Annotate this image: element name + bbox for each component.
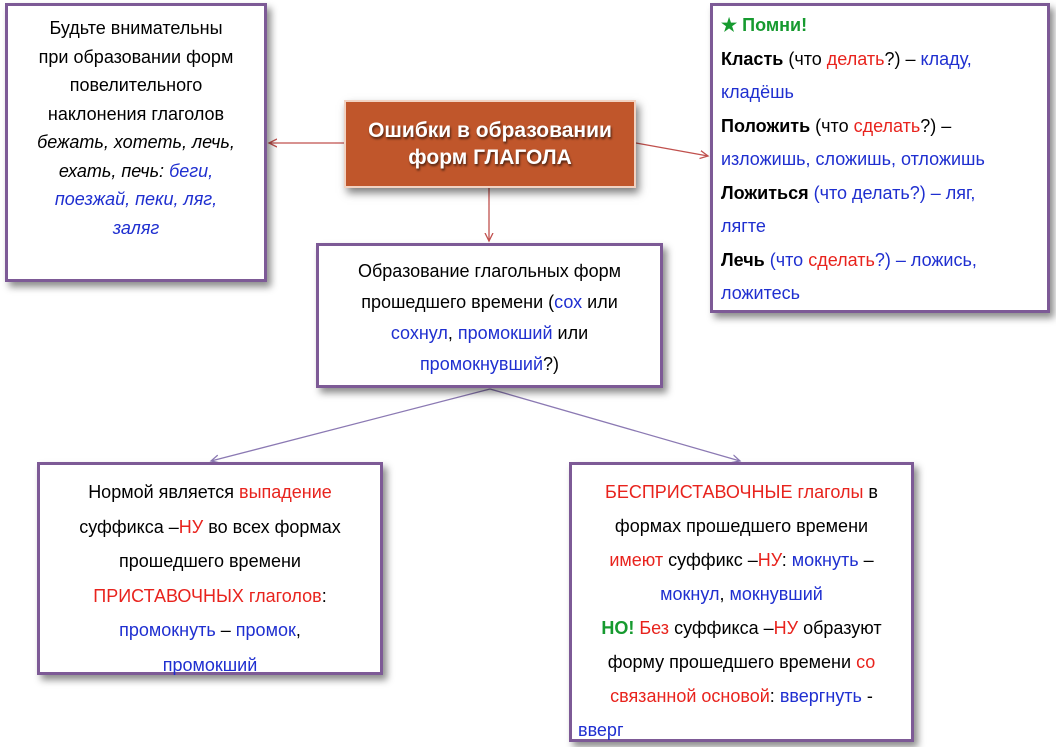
center-text: ,	[447, 323, 453, 343]
center-text: ?)	[543, 354, 560, 374]
rule-text: суффикса –	[79, 516, 179, 537]
center-line: Образование глагольных форм	[357, 261, 621, 281]
example-word: промок	[235, 620, 296, 640]
center-text: или	[557, 323, 589, 343]
verb-lozhitsya: Ложиться	[721, 182, 809, 203]
question-text: (что	[788, 48, 822, 69]
highlight-word: БЕСПРИСТАВОЧНЫЕ	[605, 482, 793, 502]
verb-forms: ?) – ложись,	[874, 249, 977, 270]
verb-forms: ложитесь	[721, 283, 801, 303]
left-line: повелительного	[69, 75, 203, 95]
rule-text: во всех формах	[208, 516, 341, 537]
question-text: (что	[769, 249, 804, 270]
rule-text: –	[863, 550, 874, 570]
verb-forms: кладу,	[920, 48, 972, 69]
highlight-word: Без	[639, 618, 670, 638]
rule-text: формах прошедшего времени	[614, 516, 869, 536]
verb-forms: кладёшь	[721, 82, 794, 102]
rule-text: ,	[295, 620, 301, 640]
imperative-warning-box	[5, 3, 267, 282]
central-title-line2: форм ГЛАГОЛА	[408, 146, 572, 169]
center-text: прошедшего времени (	[361, 292, 555, 312]
center-line	[327, 318, 652, 349]
example-word: промокший	[162, 654, 258, 675]
central-title-line1: Ошибки в образовании	[368, 119, 612, 142]
question-text: ?) –	[884, 48, 916, 69]
example-word: сох	[554, 292, 583, 312]
left-line: Будьте внимательны	[49, 18, 223, 38]
example-word: мокнул	[660, 584, 720, 604]
center-line	[327, 287, 652, 318]
rule-text: суффикса –	[674, 618, 774, 638]
highlight-word: со	[856, 652, 876, 672]
highlight-word: ПРИСТАВОЧНЫХ глаголов	[93, 585, 322, 606]
question-text: ?) –	[920, 115, 952, 136]
question-word: делать	[826, 48, 885, 69]
star-icon: ★	[721, 15, 738, 35]
verb-forms: изложишь, сложишь, отложишь	[721, 149, 985, 169]
arrow-to-right-box	[636, 143, 708, 156]
left-verbs-text: ехать, печь:	[58, 160, 165, 181]
rule-text: :	[781, 550, 787, 570]
left-line: при образовании форм	[38, 46, 234, 67]
center-line	[327, 349, 652, 380]
question-word: сделать	[853, 115, 921, 136]
left-line: наклонения глаголов	[47, 103, 225, 124]
suffix-nu: НУ	[757, 550, 782, 570]
arrow-to-bottom-right	[490, 389, 740, 461]
verb-forms: (что делать?) – ляг,	[813, 182, 976, 203]
example-word: мокнувший	[729, 584, 823, 604]
unprefixed-verbs-rule-box	[569, 462, 914, 742]
highlight-word: связанной основой	[610, 686, 770, 706]
left-verbs-line	[14, 157, 258, 186]
verb-lech: Лечь	[721, 249, 765, 270]
rule-text: -	[866, 686, 873, 706]
remember-heading: Помни!	[742, 15, 808, 35]
left-verbs-line: бежать, хотеть, лечь,	[37, 132, 235, 152]
example-word: промокший	[457, 323, 553, 343]
rule-text: в	[868, 482, 878, 502]
remember-box	[710, 3, 1050, 313]
arrow-to-bottom-left	[211, 389, 490, 461]
verb-polozhit: Положить	[721, 115, 811, 136]
verb-klast: Класть	[721, 48, 784, 69]
rule-text: :	[769, 686, 775, 706]
rule-text: :	[321, 585, 327, 606]
rule-text: суффикс –	[668, 550, 758, 570]
example-word: мокнуть	[791, 550, 859, 570]
suffix-nu: НУ	[178, 516, 204, 537]
question-word: сделать	[808, 249, 875, 270]
imperative-forms-line: заляг	[112, 217, 160, 238]
highlight-word: глаголы	[797, 482, 864, 502]
rule-text: Нормой является	[88, 482, 234, 502]
verb-forms: лягте	[721, 216, 766, 236]
center-text: или	[587, 292, 618, 312]
highlight-word: имеют	[609, 550, 664, 570]
example-word: ввергнуть	[779, 686, 862, 706]
central-topic-box	[344, 100, 636, 188]
suffix-nu: НУ	[773, 618, 799, 638]
imperative-form: беги,	[169, 160, 214, 181]
question-text: (что	[815, 115, 849, 136]
highlight-word: выпадение	[239, 482, 332, 502]
example-word: промокнуть	[119, 620, 216, 640]
rule-text: образуют	[803, 618, 882, 638]
rule-text: форму прошедшего времени	[607, 652, 852, 672]
example-word: промокнувший	[419, 354, 544, 374]
past-tense-question-box	[316, 243, 663, 388]
imperative-forms-line: поезжай, пеки, ляг,	[54, 189, 218, 209]
example-word: вверг	[578, 720, 624, 740]
example-word: сохнул	[390, 323, 448, 343]
rule-text: ,	[719, 584, 725, 604]
rule-text: прошедшего времени	[119, 551, 301, 571]
rule-text: –	[220, 620, 231, 640]
prefixed-verbs-rule-box	[37, 462, 383, 675]
but-label: НО!	[601, 618, 635, 638]
